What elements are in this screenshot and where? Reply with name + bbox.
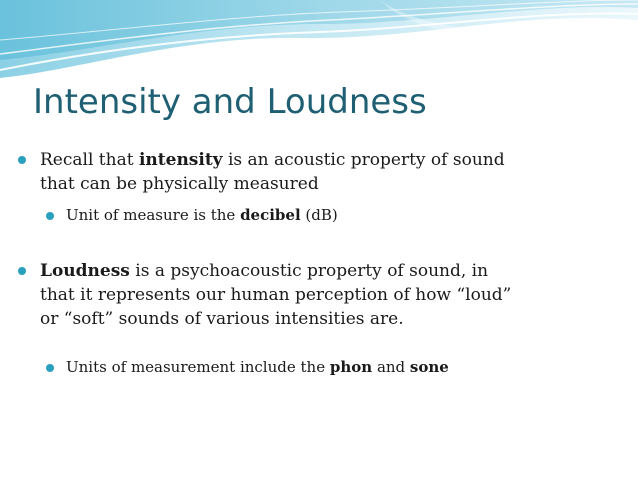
wave-banner-decoration [0, 0, 638, 80]
bullet-dot-icon [46, 212, 54, 220]
bullet-text: Unit of measure is the decibel (dB) [66, 206, 338, 224]
bullet-text: or “soft” sounds of various intensities are. [40, 309, 404, 329]
bullet-text: that it represents our human perception of how “loud” [40, 285, 512, 305]
bullet-dot-icon [18, 156, 26, 164]
sub-bullet-line [66, 356, 449, 378]
bullet-text: that can be physically measured [40, 174, 319, 194]
bullet-dot-icon [18, 267, 26, 275]
bold-term: Loudness [40, 261, 130, 281]
bullet-text: Units of measurement include the phon and sone [66, 358, 449, 376]
bullet-line [40, 307, 404, 331]
bullet-text: Recall that intensity is an acoustic property of sound [40, 150, 505, 170]
bullet-line [40, 148, 505, 172]
bold-term: sone [409, 358, 449, 376]
sub-bullet-line [66, 204, 338, 226]
bold-term: intensity [138, 150, 223, 170]
bullet-text: Loudness is a psychoacoustic property of sound, in [40, 261, 489, 281]
bullet-dot-icon [46, 364, 54, 372]
bold-term: decibel [240, 206, 301, 224]
bullet-line [40, 172, 319, 196]
bold-term: phon [329, 358, 373, 376]
bullet-line [40, 259, 488, 283]
slide-title: Intensity and Loudness [33, 82, 427, 122]
bullet-line [40, 283, 511, 307]
